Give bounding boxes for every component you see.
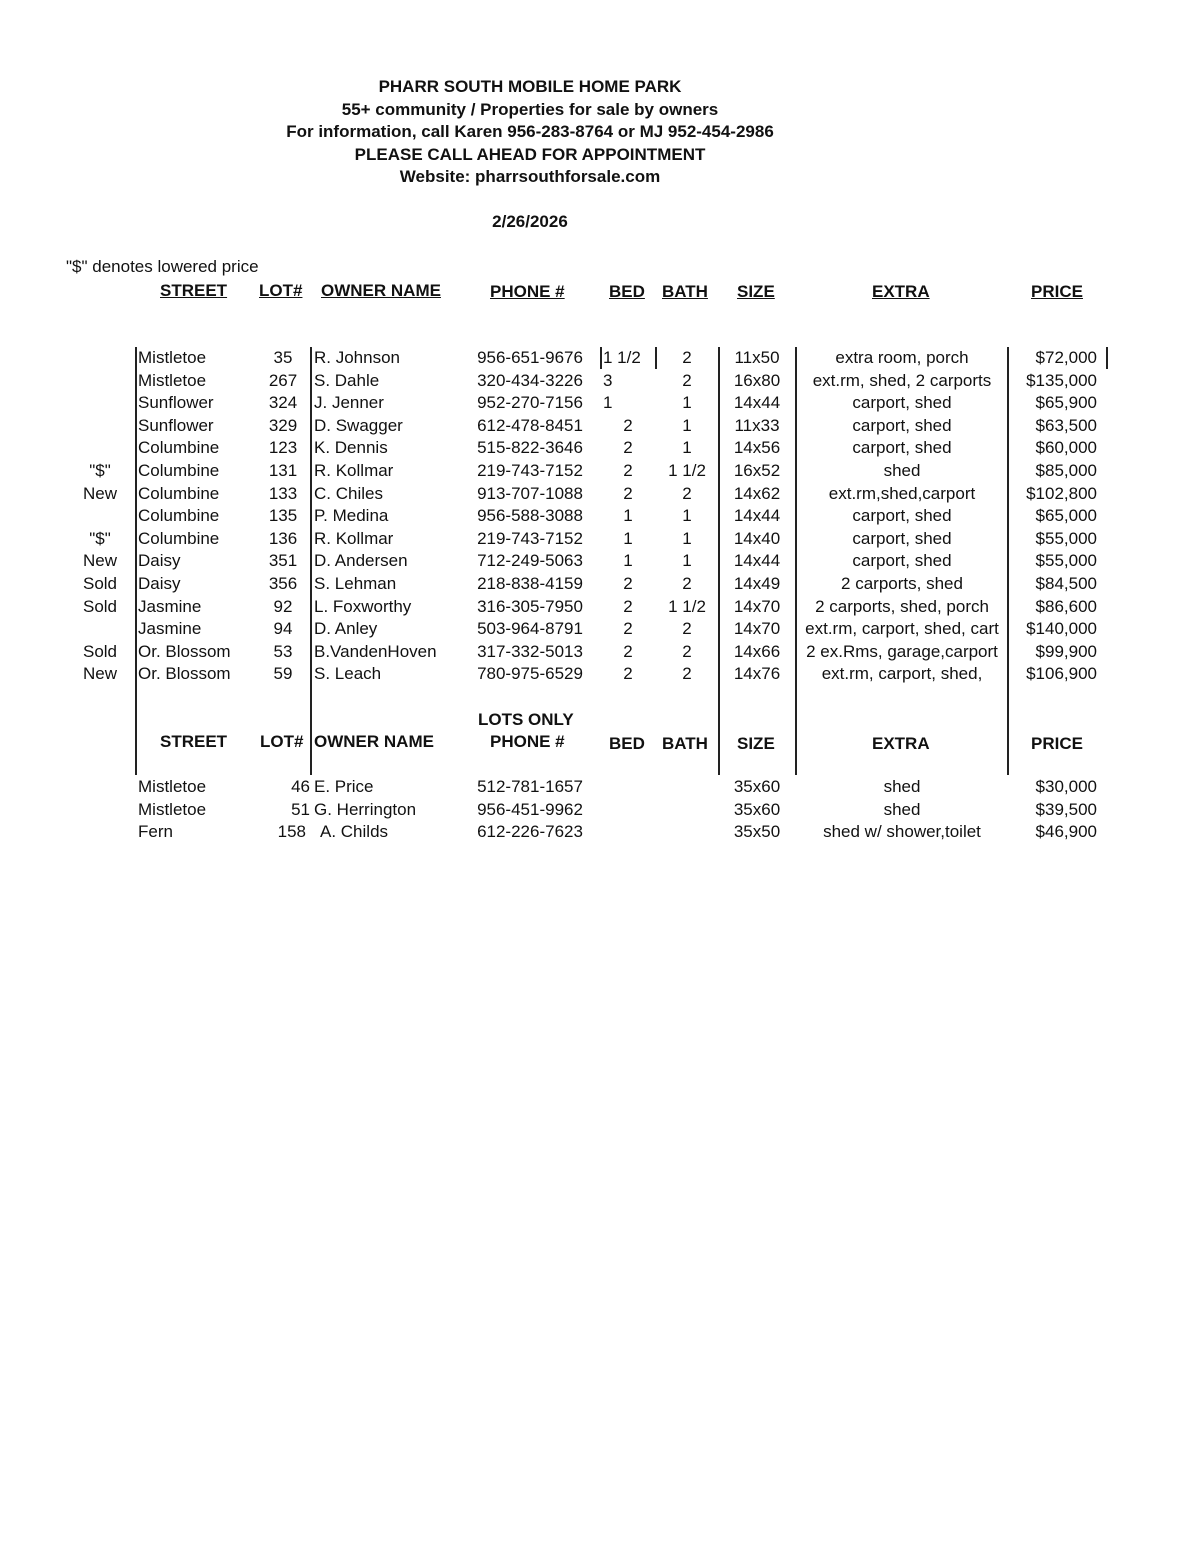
lot-cell: 351 [268, 551, 298, 571]
street-cell: Sunflower [138, 393, 214, 413]
price-cell: $106,900 [1026, 664, 1097, 684]
bath-cell: 1 [682, 551, 692, 571]
appointment-note: PLEASE CALL AHEAD FOR APPOINTMENT [354, 144, 706, 164]
bath-cell: 1 [682, 506, 692, 526]
owner-cell: R. Kollmar [314, 461, 394, 480]
lot-cell: 356 [268, 574, 298, 593]
street-cell: Columbine [138, 528, 220, 548]
bath-cell: 1 [682, 528, 692, 548]
street-cell: Jasmine [138, 619, 202, 639]
size-cell: 14x49 [733, 574, 781, 593]
bath-cell: 2 [682, 619, 692, 639]
lot-cell: 92 [273, 596, 293, 616]
lots-col-extra-header: EXTRA [872, 734, 930, 753]
lots-only-title: LOTS ONLY [478, 710, 574, 729]
extra-cell: shed [883, 461, 921, 480]
price-cell: $72,000 [1035, 348, 1097, 367]
owner-cell: J. Jenner [314, 393, 384, 413]
bath-cell: 2 [682, 483, 692, 503]
bath-cell: 1 [682, 415, 692, 435]
extra-cell: ext.rm, shed, 2 carports [812, 370, 992, 390]
extra-cell: shed w/ shower,toilet [823, 822, 981, 842]
phone-cell: 219-743-7152 [477, 528, 583, 548]
street-cell: Mistletoe [138, 799, 207, 819]
status-flag: "$" [89, 461, 111, 480]
size-cell: 35x60 [733, 799, 781, 819]
extra-cell: shed [883, 777, 921, 796]
street-cell: Columbine [138, 506, 220, 526]
lots-col-price-header: PRICE [1031, 734, 1083, 753]
owner-cell: S. Lehman [314, 574, 397, 593]
bed-cell: 2 [623, 438, 633, 458]
extra-cell: shed [883, 799, 921, 819]
size-cell: 16x80 [733, 370, 781, 390]
size-cell: 14x44 [733, 551, 781, 571]
status-flag: New [82, 664, 117, 684]
bath-cell: 2 [682, 574, 692, 593]
size-cell: 35x60 [733, 777, 781, 796]
size-cell: 14x44 [733, 393, 781, 413]
bed-cell: 2 [623, 483, 633, 503]
phone-cell: 219-743-7152 [477, 461, 583, 480]
price-cell: $85,000 [1035, 461, 1097, 480]
extra-cell: ext.rm, carport, shed, cart [805, 619, 999, 639]
price-cell: $46,900 [1035, 822, 1097, 842]
lowered-price-note: "$" denotes lowered price [66, 257, 259, 276]
lot-cell: 329 [268, 415, 298, 435]
price-cell: $30,000 [1035, 777, 1097, 796]
lot-cell: 267 [268, 370, 298, 390]
owner-cell: R. Johnson [314, 348, 400, 367]
extra-cell: ext.rm,shed,carport [828, 483, 976, 503]
website-line: Website: pharrsouthforsale.com [399, 167, 661, 186]
phone-cell: 956-588-3088 [477, 506, 583, 526]
lots-col-bath-header: BATH [662, 734, 708, 753]
status-flag: New [82, 483, 117, 503]
street-cell: Fern [138, 822, 173, 842]
status-flag: Sold [82, 641, 118, 661]
lot-cell: 324 [268, 393, 298, 413]
bath-cell: 2 [682, 370, 692, 390]
lot-cell: 158 [277, 822, 306, 842]
col-extra-header: EXTRA [872, 282, 930, 301]
price-cell: $63,500 [1035, 415, 1097, 435]
price-cell: $65,900 [1035, 393, 1097, 413]
street-cell: Mistletoe [138, 777, 207, 796]
phone-cell: 515-822-3646 [477, 438, 583, 458]
bath-cell: 1 [682, 393, 692, 413]
bath-cell: 1 [682, 438, 692, 458]
owner-cell: E. Price [314, 777, 374, 796]
bed-cell: 1 [603, 393, 613, 413]
street-cell: Columbine [138, 438, 220, 458]
owner-cell: B.VandenHoven [314, 641, 437, 661]
extra-cell: carport, shed [852, 506, 952, 526]
status-flag: Sold [82, 596, 118, 616]
phone-cell: 612-226-7623 [477, 822, 583, 842]
owner-cell: D. Anley [314, 619, 378, 639]
price-cell: $39,500 [1035, 799, 1097, 819]
status-flag: New [82, 551, 117, 571]
bed-cell: 2 [623, 619, 633, 639]
document-header [0, 76, 1060, 189]
phone-cell: 512-781-1657 [477, 777, 583, 796]
park-name: PHARR SOUTH MOBILE HOME PARK [378, 77, 682, 96]
owner-cell: S. Dahle [314, 370, 380, 390]
bed-cell: 2 [623, 664, 633, 684]
col-bed-header: BED [609, 282, 645, 301]
column-divider [1007, 347, 1009, 775]
col-owner-header: OWNER NAME [321, 281, 441, 300]
extra-cell: 2 ex.Rms, garage,carport [806, 641, 998, 661]
bed-cell: 2 [623, 461, 633, 480]
col-phone-header: PHONE # [490, 282, 565, 301]
column-divider [600, 347, 602, 369]
size-cell: 14x76 [733, 664, 781, 684]
community-subtitle: 55+ community / Properties for sale by owners [341, 99, 719, 119]
price-cell: $140,000 [1026, 619, 1097, 639]
phone-cell: 956-651-9676 [477, 348, 583, 367]
extra-cell: 2 carports, shed [841, 574, 963, 593]
owner-cell: P. Medina [314, 506, 389, 526]
extra-cell: carport, shed [852, 393, 952, 413]
street-cell: Jasmine [138, 596, 202, 616]
size-cell: 35x50 [733, 822, 781, 842]
bed-cell: 1 1/2 [603, 348, 641, 367]
phone-cell: 317-332-5013 [477, 641, 583, 661]
bed-cell: 3 [603, 370, 613, 390]
street-cell: Or. Blossom [138, 641, 231, 661]
lot-cell: 35 [273, 348, 293, 367]
bed-cell: 2 [623, 596, 633, 616]
size-cell: 16x52 [733, 461, 781, 480]
bed-cell: 1 [623, 528, 633, 548]
lot-cell: 53 [273, 641, 293, 661]
lot-cell: 133 [268, 483, 298, 503]
extra-cell: carport, shed [852, 528, 952, 548]
size-cell: 14x40 [733, 528, 781, 548]
owner-cell: D. Andersen [314, 551, 408, 571]
lots-col-bed-header: BED [609, 734, 645, 753]
street-cell: Mistletoe [138, 370, 207, 390]
price-cell: $55,000 [1035, 528, 1097, 548]
price-cell: $135,000 [1026, 370, 1097, 390]
lots-col-street-header: STREET [160, 732, 228, 751]
phone-cell: 218-838-4159 [477, 574, 583, 593]
owner-cell: L. Foxworthy [314, 596, 412, 616]
column-divider [655, 347, 657, 369]
lot-cell: 59 [273, 664, 293, 684]
size-cell: 14x44 [733, 506, 781, 526]
lots-col-phone-header: PHONE # [490, 732, 565, 751]
phone-cell: 913-707-1088 [477, 483, 583, 503]
bed-cell: 2 [623, 574, 633, 593]
extra-cell: carport, shed [852, 438, 952, 458]
price-cell: $60,000 [1035, 438, 1097, 458]
price-cell: $102,800 [1026, 483, 1097, 503]
listing-date: 2/26/2026 [492, 212, 568, 231]
lot-cell: 135 [268, 506, 298, 526]
size-cell: 14x66 [733, 641, 781, 661]
bed-cell: 1 [623, 551, 633, 571]
phone-cell: 320-434-3226 [477, 370, 583, 390]
extra-cell: carport, shed [852, 551, 952, 571]
status-flag: Sold [82, 574, 118, 593]
phone-cell: 316-305-7950 [477, 596, 583, 616]
street-cell: Mistletoe [138, 348, 207, 367]
extra-cell: 2 carports, shed, porch [815, 596, 989, 616]
col-lot-header: LOT# [259, 281, 303, 300]
street-cell: Columbine [138, 483, 220, 503]
price-cell: $86,600 [1035, 596, 1097, 616]
phone-cell: 956-451-9962 [477, 799, 583, 819]
phone-cell: 780-975-6529 [477, 664, 583, 684]
street-cell: Daisy [138, 574, 181, 593]
owner-cell: S. Leach [314, 664, 382, 684]
extra-cell: carport, shed [852, 415, 952, 435]
lot-cell: 131 [268, 461, 298, 480]
column-divider [135, 347, 137, 775]
size-cell: 14x62 [733, 483, 781, 503]
price-cell: $65,000 [1035, 506, 1097, 526]
bath-cell: 1 1/2 [668, 596, 706, 616]
owner-cell: D. Swagger [314, 415, 403, 435]
owner-cell: R. Kollmar [314, 528, 394, 548]
bath-cell: 2 [682, 348, 692, 367]
lots-col-owner-header: OWNER NAME [314, 732, 434, 751]
street-cell: Columbine [138, 461, 220, 480]
owner-cell: G. Herrington [314, 799, 417, 819]
lot-cell: 136 [268, 528, 298, 548]
lot-cell: 94 [273, 619, 293, 639]
bath-cell: 2 [682, 641, 692, 661]
street-cell: Or. Blossom [138, 664, 231, 684]
status-flag: "$" [89, 528, 111, 548]
owner-cell: C. Chiles [314, 483, 383, 503]
size-cell: 11x33 [734, 415, 780, 435]
lots-col-lot-header: LOT# [260, 732, 304, 751]
col-street-header: STREET [160, 281, 228, 300]
bed-cell: 2 [623, 641, 633, 661]
column-divider [1106, 347, 1108, 369]
phone-cell: 712-249-5063 [477, 551, 583, 571]
col-bath-header: BATH [662, 282, 708, 301]
bed-cell: 1 [623, 506, 633, 526]
price-cell: $99,900 [1035, 641, 1097, 661]
phone-cell: 612-478-8451 [477, 415, 583, 435]
owner-cell: K. Dennis [314, 438, 388, 458]
phone-cell: 503-964-8791 [477, 619, 583, 639]
column-divider [310, 347, 312, 775]
street-cell: Sunflower [138, 415, 214, 435]
lots-col-size-header: SIZE [737, 734, 775, 753]
bed-cell: 2 [623, 415, 633, 435]
bath-cell: 2 [682, 664, 692, 684]
lot-cell: 123 [268, 438, 298, 458]
phone-cell: 952-270-7156 [477, 393, 583, 413]
extra-cell: ext.rm, carport, shed, [821, 664, 983, 684]
lot-cell: 51 [291, 799, 310, 819]
size-cell: 14x70 [733, 596, 781, 616]
price-cell: $84,500 [1035, 574, 1097, 593]
size-cell: 14x56 [733, 438, 781, 458]
size-cell: 14x70 [733, 619, 781, 639]
lot-cell: 46 [291, 777, 310, 796]
owner-cell: A. Childs [320, 822, 389, 842]
extra-cell: extra room, porch [835, 348, 969, 367]
street-cell: Daisy [138, 551, 181, 571]
column-divider [718, 347, 720, 775]
bath-cell: 1 1/2 [668, 461, 706, 480]
col-price-header: PRICE [1031, 282, 1083, 301]
contact-info: For information, call Karen 956-283-8764 or MJ 952-454-2986 [286, 122, 774, 141]
price-cell: $55,000 [1035, 551, 1097, 571]
col-size-header: SIZE [737, 282, 775, 301]
size-cell: 11x50 [734, 348, 780, 367]
